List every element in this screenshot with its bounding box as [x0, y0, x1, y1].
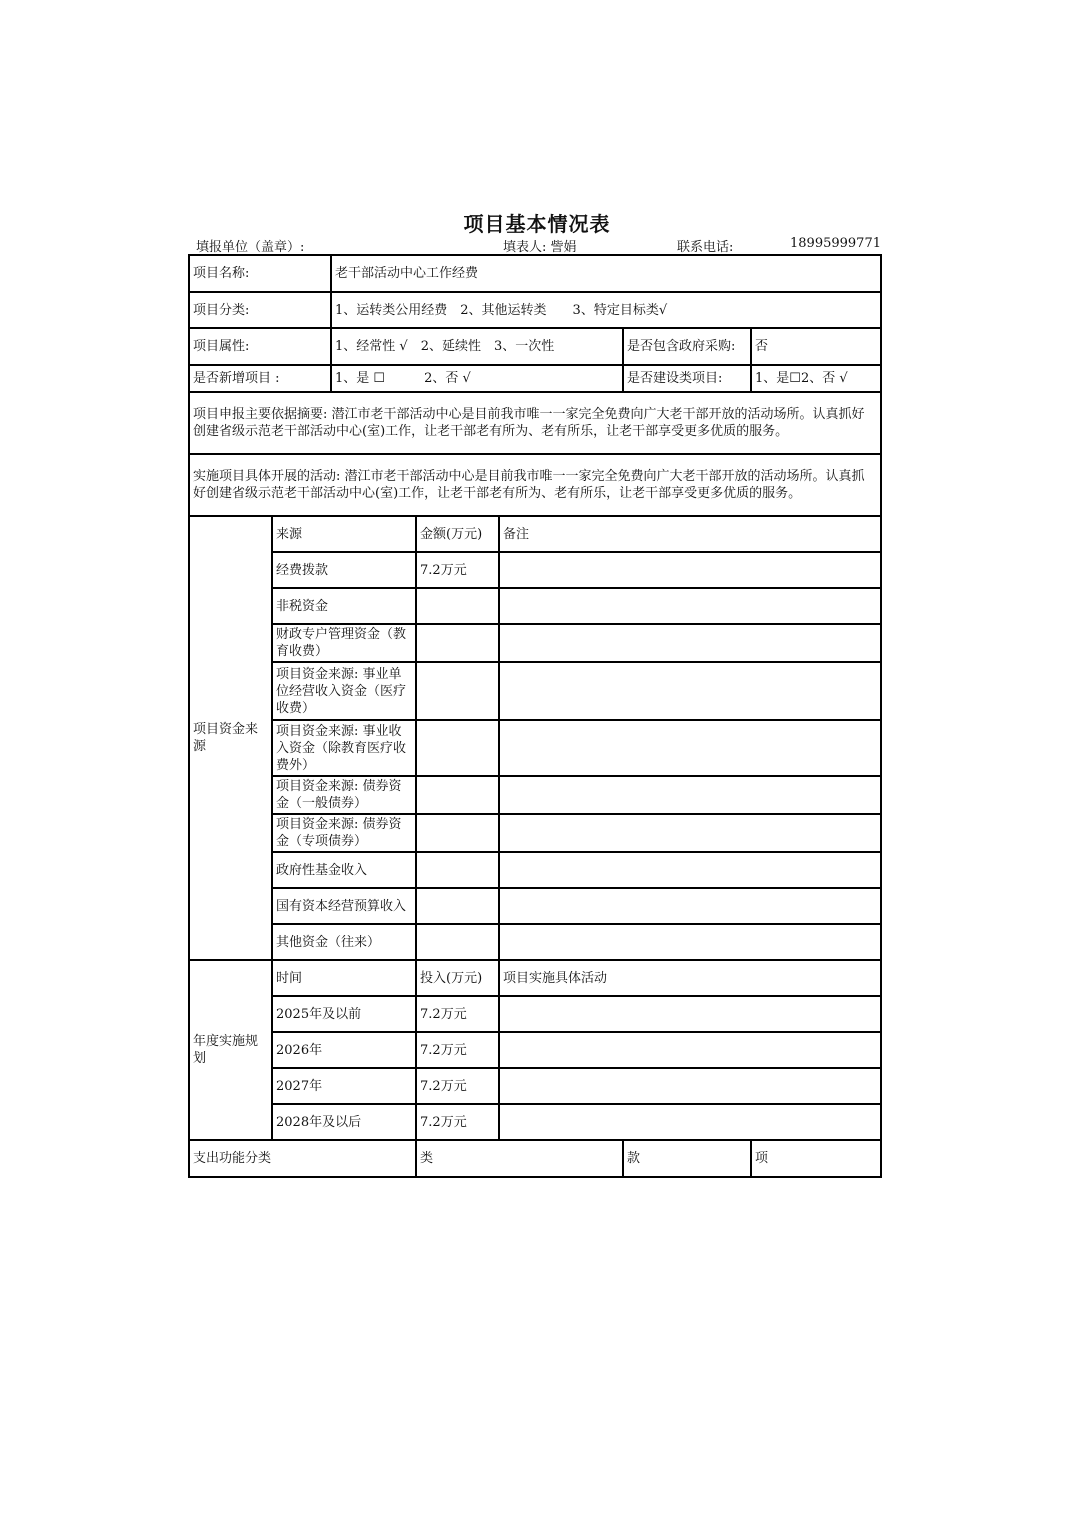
plan-activity	[499, 996, 881, 1032]
funding-note	[499, 624, 881, 662]
funding-note	[499, 552, 881, 588]
new-project-label: 是否新增项目 :	[189, 365, 331, 392]
funding-row	[189, 888, 881, 924]
expense-lei: 类	[416, 1140, 623, 1177]
funding-source: 项目资金来源: 事业收入资金（除教育医疗收费外）	[272, 720, 416, 776]
funding-row	[189, 552, 881, 588]
funding-source: 财政专户管理资金（教育收费）	[272, 624, 416, 662]
plan-row	[189, 1104, 881, 1140]
funding-row	[189, 814, 881, 852]
funding-source: 其他资金（往来）	[272, 924, 416, 960]
row-project-category	[189, 292, 881, 328]
funding-amount: 7.2万元	[416, 552, 499, 588]
project-name-label: 项目名称:	[189, 255, 331, 292]
plan-invest: 7.2万元	[416, 1068, 499, 1104]
funding-row	[189, 852, 881, 888]
funding-note-header: 备注	[499, 516, 881, 552]
funding-row	[189, 624, 881, 662]
plan-invest-header: 投入(万元)	[416, 960, 499, 996]
funding-note	[499, 776, 881, 814]
project-attribute-value: 1、经常性 √ 2、延续性 3、一次性	[331, 328, 623, 365]
funding-amount	[416, 776, 499, 814]
expense-kuan: 款	[623, 1140, 751, 1177]
phone-value: 18995999771	[790, 236, 881, 251]
funding-source-header: 来源	[272, 516, 416, 552]
procurement-value: 否	[751, 328, 881, 365]
funding-row	[189, 924, 881, 960]
form-title: 项目基本情况表	[463, 212, 611, 236]
plan-row	[189, 1032, 881, 1068]
funding-source: 政府性基金收入	[272, 852, 416, 888]
funding-amount	[416, 888, 499, 924]
funding-amount	[416, 814, 499, 852]
plan-activity	[499, 1032, 881, 1068]
plan-row	[189, 996, 881, 1032]
construction-label: 是否建设类项目:	[623, 365, 751, 392]
plan-row	[189, 1068, 881, 1104]
funding-row	[189, 720, 881, 776]
expense-xiang: 项	[751, 1140, 881, 1177]
funding-source: 国有资本经营预算收入	[272, 888, 416, 924]
funding-note	[499, 924, 881, 960]
procurement-label: 是否包含政府采购:	[623, 328, 751, 365]
basis-summary-text: 项目申报主要依据摘要: 潜江市老干部活动中心是目前我市唯一一家完全免费向广大老干部开放的活动场所。认真抓好创建省级示范老干部活动中心(室)工作，让老干部老有所为、老有所乐，让老干部享受更多优质的服务。	[189, 392, 881, 454]
plan-activity	[499, 1104, 881, 1140]
project-name-value: 老干部活动中心工作经费	[331, 255, 881, 292]
funding-source: 非税资金	[272, 588, 416, 624]
funding-section-label: 项目资金来源	[189, 516, 272, 960]
funding-amount	[416, 624, 499, 662]
plan-invest: 7.2万元	[416, 1104, 499, 1140]
plan-time: 2026年	[272, 1032, 416, 1068]
row-activity-summary	[189, 454, 881, 516]
plan-invest: 7.2万元	[416, 996, 499, 1032]
project-category-value: 1、运转类公用经费 2、其他运转类 3、特定目标类√	[331, 292, 881, 328]
project-attribute-label: 项目属性:	[189, 328, 331, 365]
plan-time: 2027年	[272, 1068, 416, 1104]
funding-header-row	[189, 516, 881, 552]
plan-time: 2028年及以后	[272, 1104, 416, 1140]
funding-row	[189, 776, 881, 814]
row-project-name	[189, 255, 881, 292]
project-category-label: 项目分类:	[189, 292, 331, 328]
funding-source: 项目资金来源: 债券资金（专项债券）	[272, 814, 416, 852]
funding-note	[499, 814, 881, 852]
plan-time-header: 时间	[272, 960, 416, 996]
funding-note	[499, 720, 881, 776]
activity-summary-text: 实施项目具体开展的活动: 潜江市老干部活动中心是目前我市唯一一家完全免费向广大老干部开放的活动场所。认真抓好创建省级示范老干部活动中心(室)工作，让老干部老有所为、老有所乐，让老干部享受更多优质的服务。	[189, 454, 881, 516]
funding-note	[499, 888, 881, 924]
funding-note	[499, 852, 881, 888]
plan-invest: 7.2万元	[416, 1032, 499, 1068]
plan-activity	[499, 1068, 881, 1104]
plan-section-label: 年度实施规划	[189, 960, 272, 1140]
plan-activity-header: 项目实施具体活动	[499, 960, 881, 996]
funding-amount	[416, 852, 499, 888]
phone-label: 联系电话:	[677, 240, 734, 255]
new-project-value: 1、是 ☐ 2、否 √	[331, 365, 623, 392]
funding-note	[499, 662, 881, 720]
funding-amount	[416, 720, 499, 776]
funding-amount	[416, 924, 499, 960]
expense-row	[189, 1140, 881, 1177]
expense-label: 支出功能分类	[189, 1140, 416, 1177]
plan-header-row	[189, 960, 881, 996]
project-info-table	[188, 254, 882, 1178]
funding-amount	[416, 588, 499, 624]
funding-source: 项目资金来源: 债券资金（一般债券）	[272, 776, 416, 814]
funding-source: 经费拨款	[272, 552, 416, 588]
funding-row	[189, 588, 881, 624]
funding-source: 项目资金来源: 事业单位经营收入资金（医疗收费）	[272, 662, 416, 720]
construction-value: 1、是☐2、否 √	[751, 365, 881, 392]
row-project-attribute	[189, 328, 881, 365]
funding-amount	[416, 662, 499, 720]
funding-amount-header: 金额(万元)	[416, 516, 499, 552]
funding-row	[189, 662, 881, 720]
row-basis-summary	[189, 392, 881, 454]
funding-note	[499, 588, 881, 624]
unit-label: 填报单位（盖章）:	[196, 240, 305, 255]
row-new-project	[189, 365, 881, 392]
filler-label: 填表人: 訾娟	[503, 240, 577, 255]
plan-time: 2025年及以前	[272, 996, 416, 1032]
